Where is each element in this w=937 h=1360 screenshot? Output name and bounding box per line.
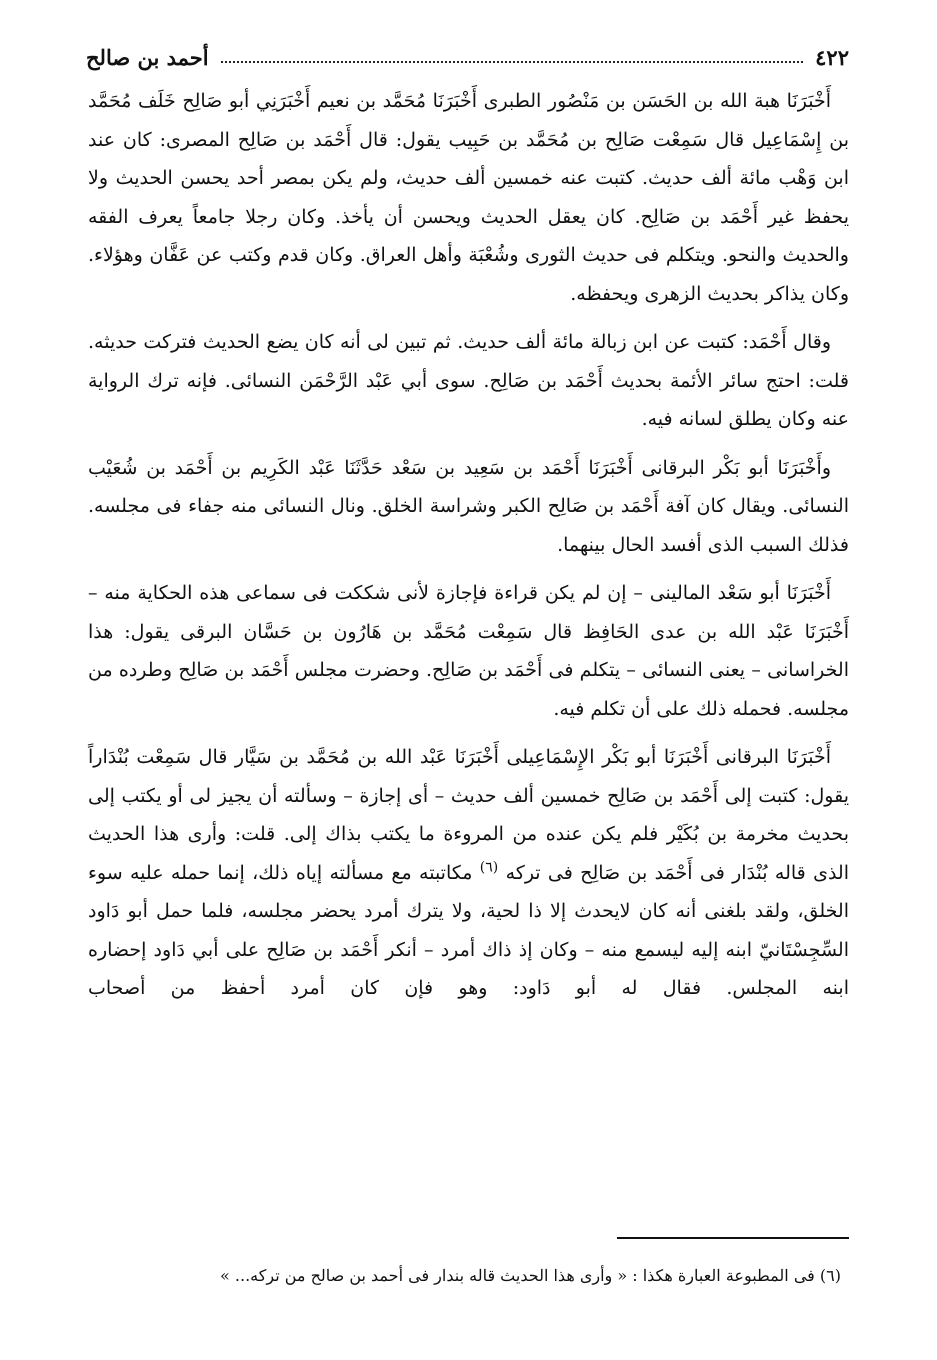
paragraph-1: أَخْبَرَنَا هبة الله بن الحَسَن بن مَنْصُور الطبرى أَخْبَرَنَا مُحَمَّد بن نعيم أَخْبَرَنِي أبو صَالِح خَلَف مُحَمَّد بن إِسْمَاعِيل قال سَمِعْت صَالِح بن مُحَمَّد بن حَبِيب يقول: قال أَحْمَد بن صَالِح المصرى: كان عند ابن وَهْب مائة ألف حديث. كتبت عنه خمسين ألف حديث، ولم يكن بمصر أحد يحسن الحديث ولا يحفظ غير أَحْمَد بن صَالِح. كان يعقل الحديث ويحسن أن يأخذ. وكان رجلا جامعاً يعرف الفقه والحديث والنحو. ويتكلم فى حديث الثورى وشُعْبَة وأهل العراق. وكان قدم وكتب عن عَفَّان وهؤلاء. وكان يذاكر بحديث الزهرى ويحفظه.: [88, 90, 849, 305]
paragraph-2: وقال أَحْمَد: كتبت عن ابن زبالة مائة ألف حديث. ثم تبين لى أنه كان يضع الحديث فتركت حديثه. قلت: احتج سائر الأئمة بحديث أَحْمَد بن صَالِح. سوى أبي عَبْد الرَّحْمَن النسائى. فإنه ترك الرواية عنه وكان يطلق لسانه فيه.: [88, 331, 849, 430]
footnote-reference[interactable]: (٦): [479, 859, 499, 876]
header-dot-leader: [221, 61, 804, 63]
paragraph-4: أَخْبَرَنَا أبو سَعْد المالينى – إن لم يكن قراءة فإجازة لأنى شككت فى سماعى هذه الحكاية منه – أَخْبَرَنَا عَبْد الله بن عدى الحَافِظ قال سَمِعْت مُحَمَّد بن هَارُون بن حَسَّان البرقى يقول: هذا الخراسانى – يعنى النسائى – يتكلم فى أَحْمَد بن صَالِح. وحضرت مجلس أَحْمَد بن صَالِح وطرده من مجلسه. فحمله ذلك على أن تكلم فيه.: [88, 582, 849, 720]
main-text: [88, 82, 849, 1018]
paragraph-5-part-2: مكاتبته مع مسألته إياه ذلك، إنما حمله عليه سوء الخلق، ولقد بلغنى أنه كان لايحدث إلا ذا لحية، ولا يترك أمرد يحضر مجلسه، فلما حمل أبو دَاود السِّجِسْتَانيّ ابنه إليه ليسمع منه – وكان إذ ذاك أمرد – أنكر أَحْمَد بن صَالِح على أبي دَاود إحضاره ابنه المجلس. فقال له أبو دَاود: وهو فإن كان أمرد أحفظ من أصحاب: [88, 861, 849, 999]
paragraph-3: وأَخْبَرَنَا أبو بَكْر البرقانى أَخْبَرَنَا أَحْمَد بن سَعِيد بن سَعْد حَدَّثَنَا عَبْد الكَرِيم بن أَحْمَد بن شُعَيْب النسائى. ويقال كان آفة أَحْمَد بن صَالِح الكبر وشراسة الخلق. ونال النسائى منه جفاء فى مجلسه. فذلك السبب الذى أفسد الحال بينهما.: [88, 456, 849, 556]
footnote: (٦) فى المطبوعة العبارة هكذا : « وأرى هذا الحديث قاله بندار فى أحمد بن صالح من تركه... »: [220, 1266, 841, 1285]
page-number: ٤٢٢: [815, 44, 849, 70]
paragraph-5-part-1: أَخْبَرَنَا البرقانى أَخْبَرَنَا أبو بَكْر الإِسْمَاعِيلى أَخْبَرَنَا عَبْد الله بن مُحَمَّد بن سَيَّار قال سَمِعْت بُنْدَاراً يقول: كتبت إلى أَحْمَد بن صَالِح خمسين ألف حديث – أى إجازة – وسألته أن يجيز لى أو يكتب إلى بحديث مخرمة بن بُكَيْر فلم يكن عنده من المروءة ما يكتب بذاك إلى. قلت: وأرى هذا الحديث الذى قاله بُنْدَار فى أَحْمَد بن صَالِح فى تركه: [88, 746, 850, 884]
footnote-separator: [617, 1237, 849, 1239]
running-title: أحمد بن صالح: [86, 44, 209, 70]
paragraph-5: [88, 738, 849, 1008]
page-header: [86, 40, 849, 74]
